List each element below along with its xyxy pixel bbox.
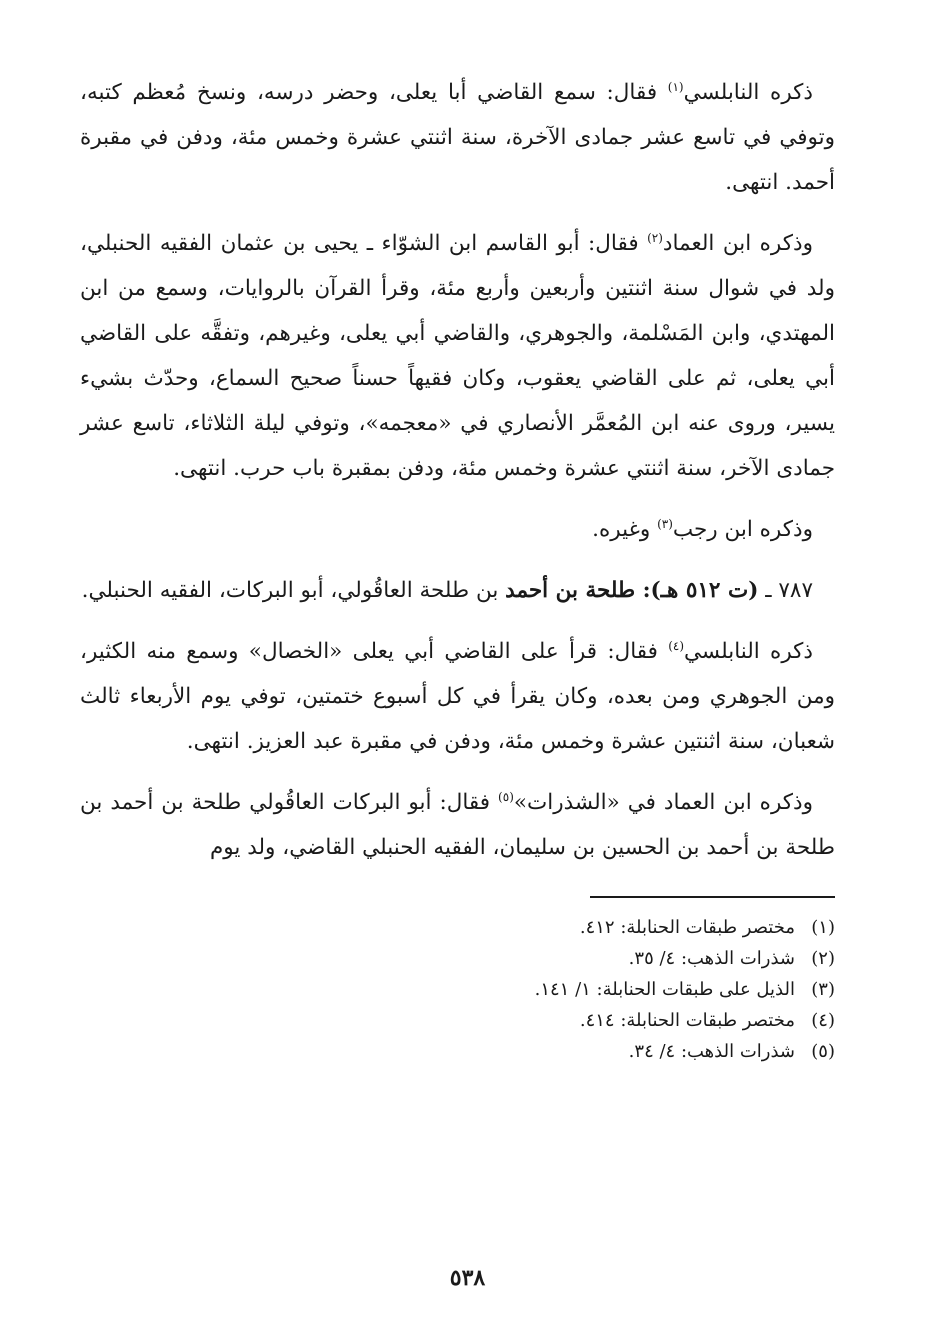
paragraph-3 bbox=[80, 507, 835, 552]
footnote-item bbox=[80, 974, 835, 1005]
footnote-item bbox=[80, 1005, 835, 1036]
paragraph-text: وذكره ابن رجب bbox=[672, 517, 813, 542]
footnote-item bbox=[80, 1036, 835, 1067]
paragraph-text: وغيره. bbox=[592, 517, 658, 542]
paragraph-text: فقال: سمع القاضي أبا يعلى، وحضر درسه، ونسخ مُعظم كتبه، وتوفي في تاسع عشر جمادى الآخرة، سنة اثنتي عشرة وخمس مئة، ودفن في مقبرة أحمد. انتهى. bbox=[80, 80, 835, 195]
entry-title-rest: بن طلحة العاقُولي، أبو البركات، الفقيه الحنبلي. bbox=[81, 578, 506, 603]
footnote-ref: (١) bbox=[667, 79, 684, 94]
entry-number: ٧٨٧ ـ bbox=[758, 578, 813, 603]
paragraph-text: فقال: قرأ على القاضي أبي يعلى «الخصال» وسمع منه الكثير، ومن الجوهري ومن بعده، وكان يقرأ في كل أسبوع ختمتين، توفي يوم الأربعاء ثالث شعبان، سنة اثنتين عشرة وخمس مئة، ودفن في مقبرة عبد العزيز. انتهى. bbox=[80, 639, 835, 754]
footnote-ref: (٤) bbox=[668, 638, 685, 653]
footnote-number: (٣) bbox=[811, 979, 835, 1000]
paragraph-text: وذكره ابن العماد في «الشذرات» bbox=[513, 790, 814, 815]
footnote-ref: (٣) bbox=[657, 516, 673, 531]
footnote-number: (٤) bbox=[811, 1010, 835, 1031]
footnote-text: مختصر طبقات الحنابلة: ٤١٤. bbox=[579, 1010, 795, 1031]
entry-title-bold: (ت ٥١٢ هـ): طلحة بن أحمد bbox=[505, 578, 759, 603]
footnote-text: الذيل على طبقات الحنابلة: ١/ ١٤١. bbox=[534, 979, 795, 1000]
footnote-number: (٥) bbox=[811, 1041, 835, 1062]
footnote-number: (٢) bbox=[811, 948, 835, 969]
entry-heading bbox=[80, 568, 835, 613]
paragraph-text: ذكره النابلسي bbox=[683, 80, 813, 105]
footnote-text: شذرات الذهب: ٤/ ٣٤. bbox=[628, 1041, 795, 1062]
paragraph-text: فقال: أبو البركات العاقُولي طلحة بن أحمد بن طلحة بن أحمد بن الحسين بن سليمان، الفقيه الحنبلي القاضي، ولد يوم bbox=[80, 790, 835, 860]
footnote-divider bbox=[590, 896, 835, 898]
page-number: ٥٣٨ bbox=[449, 1265, 486, 1291]
footnote-item bbox=[80, 912, 835, 943]
paragraph-1 bbox=[80, 70, 835, 205]
paragraph-5 bbox=[80, 629, 835, 764]
paragraph-6 bbox=[80, 780, 835, 870]
footnotes bbox=[80, 912, 835, 1067]
footnote-ref: (٥) bbox=[498, 789, 514, 804]
paragraph-text: وذكره ابن العماد bbox=[662, 231, 813, 256]
footnote-text: مختصر طبقات الحنابلة: ٤١٢. bbox=[579, 917, 795, 938]
footnote-text: شذرات الذهب: ٤/ ٣٥. bbox=[628, 948, 795, 969]
footnote-ref: (٢) bbox=[647, 230, 663, 245]
paragraph-text: فقال: أبو القاسم ابن الشوّاء ـ يحيى بن عثمان الفقيه الحنبلي، ولد في شوال سنة اثنتين وأربعين وأربع مئة، وقرأ القرآن بالروايات، وسمع من ابن المهتدي، وابن المَسْلمة، والجوهري، والقاضي أبي يعلى، وغيرهم، وتفقَّه على القاضي أبي يعلى، ثم على القاضي يعقوب، وكان فقيهاً حسناً صحيح السماع، وحدّث بشيء يسير، وروى عنه ابن المُعمَّر الأنصاري في «معجمه»، وتوفي ليلة الثلاثاء، تاسع عشر جمادى الآخر، سنة اثنتي عشرة وخمس مئة، ودفن بمقبرة باب حرب. انتهى. bbox=[80, 231, 835, 481]
paragraph-text: ذكره النابلسي bbox=[684, 639, 813, 664]
footnote-number: (١) bbox=[811, 917, 835, 938]
footnote-item bbox=[80, 943, 835, 974]
paragraph-2 bbox=[80, 221, 835, 491]
